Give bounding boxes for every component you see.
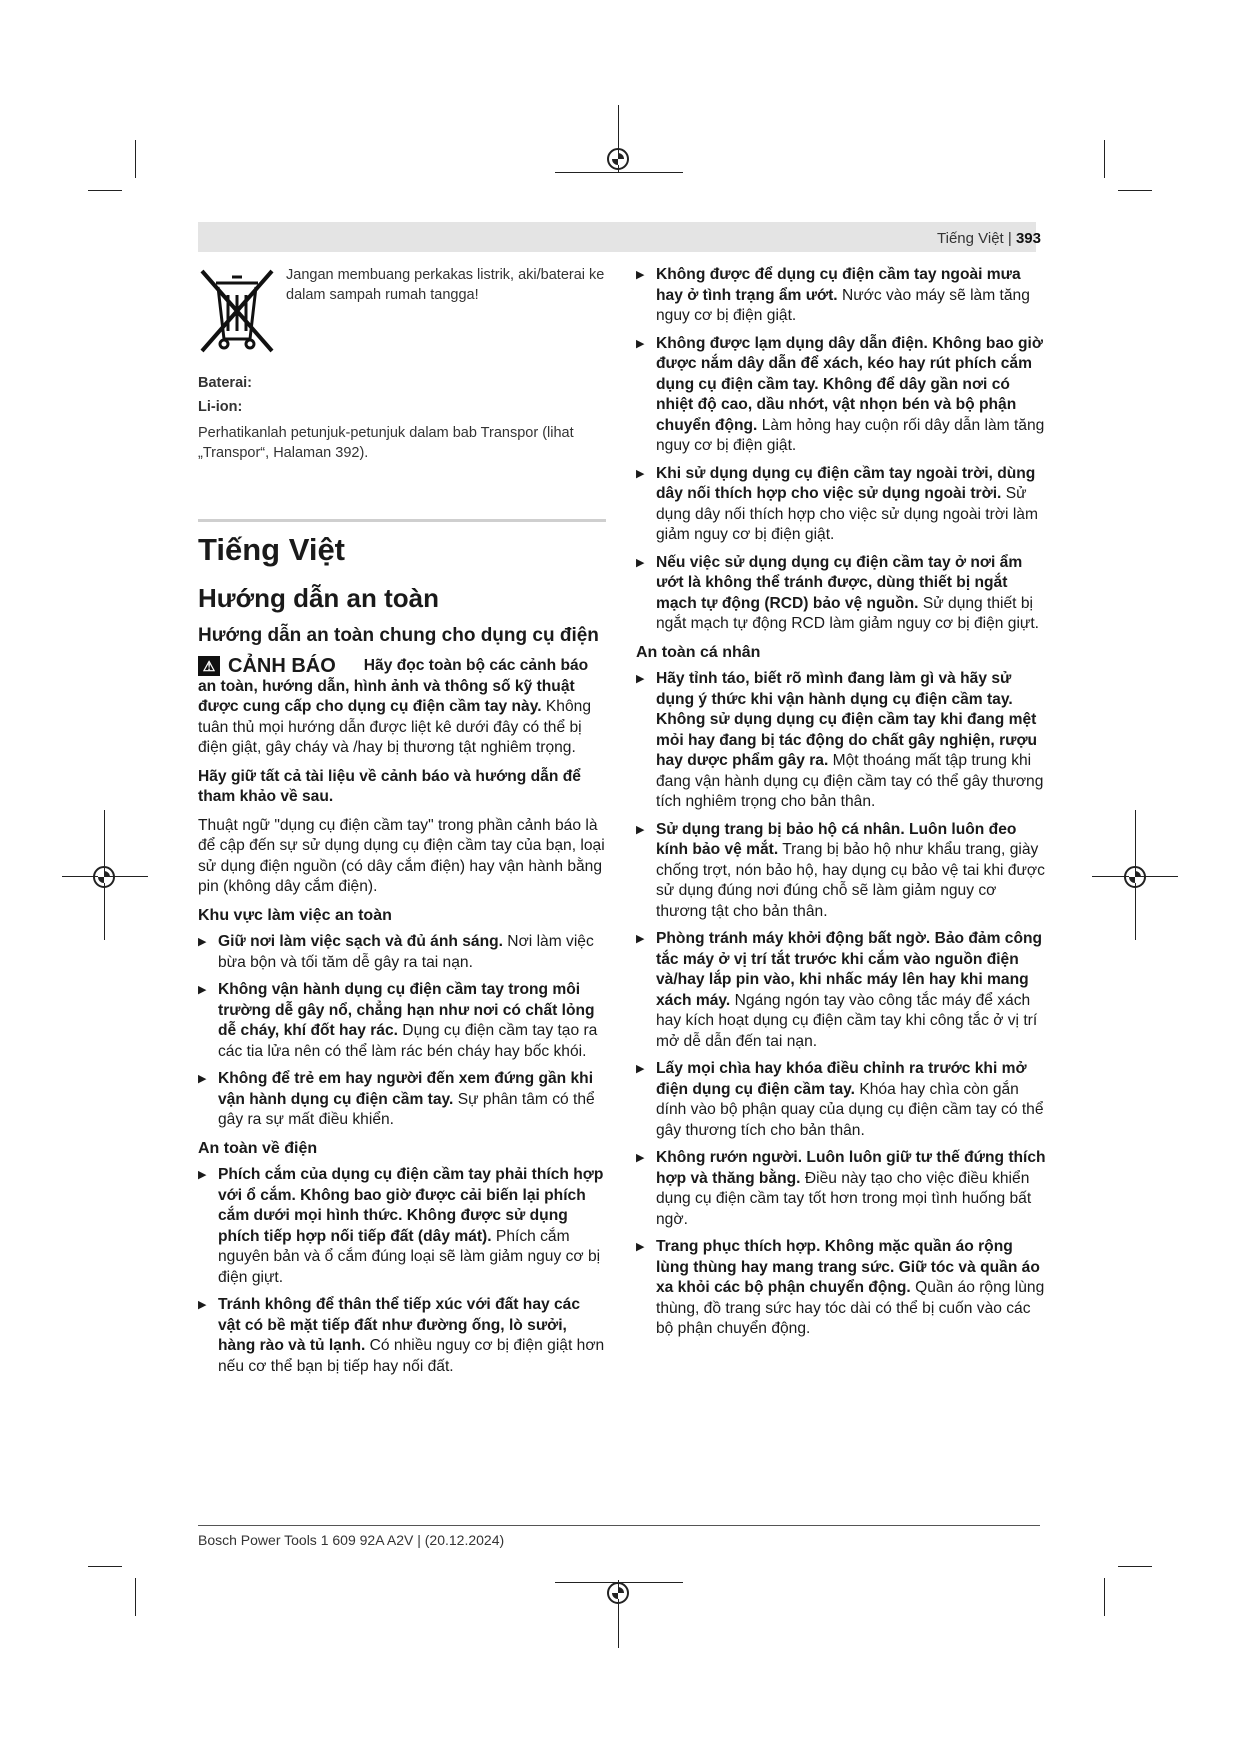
item-text: Ngáng ngón tay vào công tắc máy để xách hay kích hoạt dụng cụ điện cầm tay khi công tắc ở vị trí mở dễ dẫn đến tai nạn. xyxy=(656,991,1038,1050)
item-text: Phích cắm nguyên bản và ổ cắm đúng loại sẽ làm giảm nguy cơ bị điện giựt. xyxy=(218,1227,601,1286)
list-item xyxy=(636,265,1046,327)
item-text: Dụng cụ điện cầm tay tạo ra các tia lửa nên có thể làm rác bén cháy hay bốc khói. xyxy=(218,1022,598,1060)
keep-documents-text: Hãy giữ tất cả tài liệu về cảnh báo và hướng dẫn để tham khảo về sau. xyxy=(198,767,581,805)
item-bold: Tránh không để thân thể tiếp xúc với đất hay các vật có bề mặt tiếp đất như đường ống, lò sưởi, hàng rào và tủ lạnh. xyxy=(218,1296,581,1354)
item-bold: Không để trẻ em hay người đến xem đứng gần khi vận hành dụng cụ điện cầm tay. xyxy=(218,1070,594,1108)
section-divider xyxy=(198,519,606,522)
page-number: 393 xyxy=(1015,230,1041,247)
registration-mark-icon xyxy=(1124,866,1146,888)
item-bold: Sử dụng trang bị bảo hộ cá nhân. Luôn luôn đeo kính bảo vệ mắt. xyxy=(656,820,1017,858)
item-bold: Không được lạm dụng dây dẫn điện. Không bao giờ được nắm dây dẫn để xách, kéo hay rút phích cắm dụng cụ điện cầm tay. Không để dây gần nơi có nhiệt độ cao, dầu nhớt, vật nhọn bén và bộ phận chuyển động. xyxy=(656,334,1043,434)
list-item xyxy=(636,1237,1046,1340)
work-area-list xyxy=(198,932,606,1131)
page-subtitle: Hướng dẫn an toàn xyxy=(198,583,439,613)
electrical-list xyxy=(198,1165,606,1377)
electrical-heading: An toàn về điện xyxy=(198,1139,318,1157)
registration-mark-icon xyxy=(607,1582,629,1604)
running-header xyxy=(937,230,1041,247)
crop-mark xyxy=(1104,1578,1105,1616)
item-bold: Phích cắm của dụng cụ điện cầm tay phải thích hợp với ổ cắm. Không bao giờ được cải biến lại phích cắm dưới mọi hình thức. Không được sử dụng phích tiếp hợp nối tiếp đất (dây mát). xyxy=(218,1166,604,1245)
header-separator: | xyxy=(1007,230,1012,247)
item-bold: Không rướn người. Luôn luôn giữ tư thế đứng thích hợp và thăng bằng. xyxy=(656,1149,1046,1187)
warning-paragraph xyxy=(198,656,606,759)
warning-label-text: CẢNH BÁO xyxy=(228,655,336,677)
page-footer: Bosch Power Tools 1 609 92A A2V | (20.12.2024) xyxy=(198,1532,505,1548)
disposal-note xyxy=(198,265,606,355)
right-column xyxy=(636,265,1046,1347)
header-section: Tiếng Việt xyxy=(937,230,1004,247)
personal-safety-list xyxy=(636,669,1046,1340)
item-bold: Không vận hành dụng cụ điện cầm tay trong môi trường dễ gây nổ, chẳng hạn như nơi có chất lỏng dễ cháy, khí đốt hay rác. xyxy=(218,981,595,1039)
list-item xyxy=(636,334,1046,457)
item-text: Sự phân tâm có thể gây ra sự mất điều khiển. xyxy=(218,1090,595,1128)
battery-type: Li-ion: xyxy=(198,399,243,415)
item-text: Làm hỏng hay cuộn rối dây dẫn làm tăng nguy cơ bị điện giật. xyxy=(656,416,1045,454)
list-item xyxy=(198,932,606,973)
registration-mark-icon xyxy=(607,148,629,170)
item-bold: Không được để dụng cụ điện cầm tay ngoài mưa hay ở tình trạng ẩm ướt. xyxy=(656,266,1021,304)
work-area-heading: Khu vực làm việc an toàn xyxy=(198,906,392,924)
item-text: Điều này tạo cho việc điều khiển dụng cụ điện cầm tay tốt hơn trong mọi tình huống bất ngờ. xyxy=(656,1169,1032,1228)
list-item xyxy=(636,553,1046,635)
personal-safety-heading: An toàn cá nhân xyxy=(636,643,761,661)
battery-heading: Baterai: xyxy=(198,375,252,391)
list-item xyxy=(636,929,1046,1052)
warning-text: Không tuân thủ mọi hướng dẫn được liệt kê dưới đây có thể bị điện giật, gây cháy và /hay bị thương tật nghiêm trọng. xyxy=(198,698,591,756)
warning-label xyxy=(198,656,336,677)
list-item xyxy=(636,669,1046,813)
item-bold: Nếu việc sử dụng dụng cụ điện cầm tay ở nơi ẩm ướt là không thể tránh được, dùng thiết bị ngắt mạch tự động (RCD) bảo vệ nguồn. xyxy=(656,553,1023,612)
list-item xyxy=(636,1059,1046,1141)
item-text: Trang bị bảo hộ như khẩu trang, giày chống trợt, nón bảo hộ, hay dụng cụ bảo vệ tai khi được sử dụng đúng nơi đúng chỗ sẽ làm giảm nguy cơ thương tật cho bản thân. xyxy=(656,841,1045,920)
crop-mark xyxy=(135,140,136,178)
warning-bold-text: Hãy đọc toàn bộ các cảnh báo an toàn, hướng dẫn, hình ảnh và thông số kỹ thuật được cung cấp cho dụng cụ điện cầm tay này. xyxy=(198,657,589,715)
item-text: Nơi làm việc bừa bộn và tối tăm dễ gây ra tai nạn. xyxy=(218,933,594,971)
warning-triangle-icon: ⚠ xyxy=(198,656,220,676)
list-item xyxy=(636,464,1046,546)
item-bold: Giữ nơi làm việc sạch và đủ ánh sáng. xyxy=(218,933,503,950)
crop-mark xyxy=(88,1566,122,1567)
item-bold: Hãy tỉnh táo, biết rõ mình đang làm gì và hãy sử dụng ý thức khi vận hành dụng cụ điện cầm tay. Không sử dụng dụng cụ điện cầm tay khi đang mệt mỏi hay đang bị tác động do chất gây nghiện, rượu hay dược phẩm gây ra. xyxy=(656,670,1038,769)
item-bold: Khi sử dụng dụng cụ điện cầm tay ngoài trời, dùng dây nối thích hợp cho việc sử dụng ngoài trời. xyxy=(656,464,1036,502)
item-text: Có nhiều nguy cơ bị điện giật hơn nếu cơ thể bạn bị tiếp hay nối đất. xyxy=(218,1337,605,1375)
list-item xyxy=(198,1165,606,1288)
item-bold: Lấy mọi chìa hay khóa điều chỉnh ra trước khi mở điện dụng cụ điện cầm tay. xyxy=(656,1060,1027,1098)
list-item xyxy=(198,980,606,1062)
item-text: Khóa hay chìa còn gắn dính vào bộ phận quay của dụng cụ điện cầm tay có thể gây thương tích cho bản thân. xyxy=(656,1080,1044,1139)
header-bar xyxy=(198,222,1036,252)
list-item xyxy=(198,1069,606,1131)
disposal-text: Jangan membuang perkakas listrik, aki/baterai ke dalam sampah rumah tangga! xyxy=(286,267,605,303)
crop-mark xyxy=(135,1578,136,1616)
left-column xyxy=(198,265,606,1384)
item-bold: Trang phục thích hợp. Không mặc quần áo rộng lùng thùng hay mang trang sức. Giữ tóc và quần áo xa khỏi các bộ phận chuyển động. xyxy=(656,1238,1040,1296)
crop-mark xyxy=(1104,140,1105,178)
section-title: Hướng dẫn an toàn chung cho dụng cụ điện xyxy=(198,625,599,646)
item-text: Một thoáng mất tập trung khi đang vận hành dụng cụ điện cầm tay có thể gây thương tích nghiêm trọng cho bản thân. xyxy=(656,752,1044,810)
electrical-list-continued xyxy=(636,265,1046,635)
item-text: Sử dụng dây nối thích hợp cho việc sử dụng ngoài trời làm giảm nguy cơ bị điện giật. xyxy=(656,485,1038,543)
list-item xyxy=(636,1148,1046,1230)
registration-mark-icon xyxy=(93,866,115,888)
item-text: Nước vào máy sẽ làm tăng nguy cơ bị điện giật. xyxy=(656,286,1030,324)
item-text: Quần áo rộng lùng thùng, đồ trang sức hay tóc dài có thể bị cuốn vào các bộ phận chuyển động. xyxy=(656,1279,1045,1337)
battery-text: Perhatikanlah petunjuk-petunjuk dalam bab Transpor (lihat „Transpor“, Halaman 392). xyxy=(198,425,574,461)
crop-mark xyxy=(1118,190,1152,191)
crossed-bin-icon xyxy=(198,265,276,355)
crop-mark xyxy=(88,190,122,191)
item-text: Sử dụng thiết bị ngắt mạch tự động RCD làm giảm nguy cơ bị điện giựt. xyxy=(656,594,1040,632)
term-definition: Thuật ngữ "dụng cụ điện cầm tay" trong phần cảnh báo là để cập đến sự sử dụng dụng cụ điện cầm tay của bạn, loại sử dụng điện nguồn (có dây cắm điện) hay vận hành bằng pin (không dây cắm điện). xyxy=(198,816,605,895)
list-item xyxy=(636,820,1046,923)
footer-rule xyxy=(198,1525,1040,1526)
registration-line xyxy=(555,172,683,173)
list-item xyxy=(198,1295,606,1377)
page-title: Tiếng Việt xyxy=(198,532,346,567)
crop-mark xyxy=(1118,1566,1152,1567)
item-bold: Phòng tránh máy khởi động bất ngờ. Bảo đảm công tắc máy ở vị trí tắt trước khi cắm vào nguồn điện và/hay lắp pin vào, khi nhấc máy lên hay khi mang xách máy. xyxy=(656,930,1043,1009)
